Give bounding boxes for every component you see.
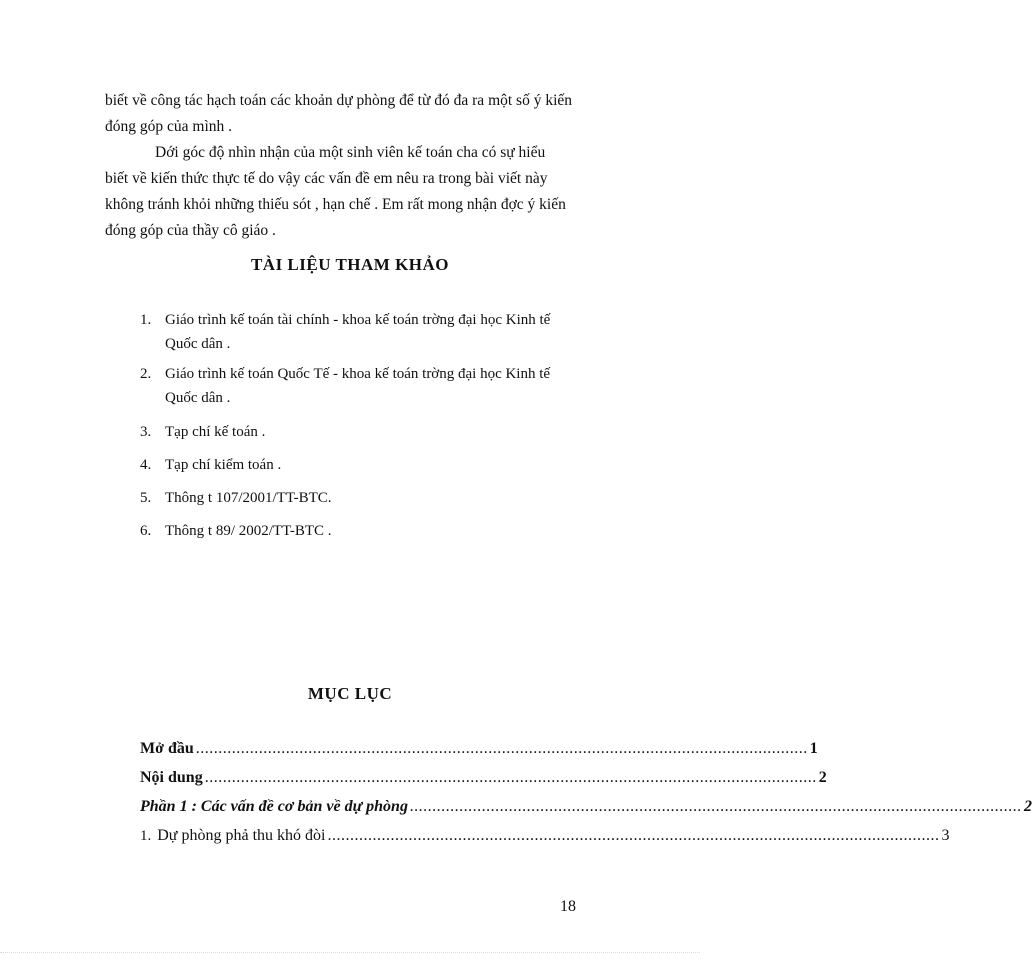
- toc-page-number: 2: [1023, 798, 1032, 815]
- text-line: đóng góp của thầy cô giáo .: [105, 222, 276, 239]
- toc-title: MỤC LỤC: [307, 684, 393, 703]
- paragraph-limitations: [105, 140, 597, 244]
- reference-text: Tạp chí kế toán .: [165, 424, 266, 440]
- reference-number: 3.: [140, 424, 152, 440]
- reference-text: Quốc dân .: [165, 390, 231, 406]
- text-line: đóng góp của mình .: [105, 118, 232, 135]
- references-title: TÀI LIỆU THAM KHẢO: [250, 255, 450, 274]
- toc-entry-label: Dự phòng phả thu khó đòi: [157, 827, 326, 844]
- toc-entry[interactable]: [140, 798, 1032, 827]
- reference-item: [140, 308, 610, 356]
- reference-item: [140, 486, 610, 510]
- toc-page-number: 2: [818, 769, 827, 786]
- reference-text: Giáo trình kế toán Quốc Tế - khoa kế toán trờng đại học Kinh tế: [165, 366, 551, 382]
- reference-item: [140, 362, 610, 410]
- toc-leader-dots: ........................................................................................................................................: [195, 740, 808, 757]
- reference-item: [140, 519, 610, 543]
- page-edge-divider: [0, 952, 700, 953]
- reference-number: 4.: [140, 457, 152, 473]
- paragraph-conclusion-end: [105, 88, 597, 140]
- references-list: [140, 308, 610, 543]
- reference-text: Quốc dân .: [165, 336, 231, 352]
- text-line: biết về công tác hạch toán các khoản dự phòng để từ đó đa ra một số ý kiến: [105, 92, 573, 109]
- reference-text: Giáo trình kế toán tài chính - khoa kế toán trờng đại học Kinh tế: [165, 312, 551, 328]
- text-line: biết về kiến thức thực tế do vậy các vấn đề em nêu ra trong bài viết này: [105, 170, 548, 187]
- toc-leader-dots: ........................................................................................................................................: [327, 827, 940, 844]
- toc-entry[interactable]: [140, 740, 818, 769]
- toc-entry-label: Mở đầu: [140, 740, 194, 757]
- reference-item: [140, 453, 610, 477]
- reference-text: Thông t 107/2001/TT-BTC.: [165, 490, 332, 506]
- toc-leader-dots: ........................................................................................................................................: [204, 769, 817, 786]
- toc-entry-number: 1.: [140, 828, 152, 844]
- toc-entry-label: Nội dung: [140, 769, 203, 786]
- toc-page-number: 3: [941, 827, 950, 844]
- text-line: Dới góc độ nhìn nhận của một sinh viên kế toán cha có sự hiểu: [155, 144, 546, 161]
- reference-number: 2.: [140, 366, 152, 382]
- table-of-contents: [140, 740, 1032, 856]
- reference-item: [140, 420, 610, 444]
- toc-leader-dots: ........................................................................................................................................: [409, 798, 1022, 815]
- reference-text: Thông t 89/ 2002/TT-BTC .: [165, 523, 332, 539]
- reference-number: 6.: [140, 523, 152, 539]
- toc-page-number: 1: [809, 740, 818, 757]
- reference-text: Tạp chí kiểm toán .: [165, 457, 282, 473]
- reference-number: 1.: [140, 312, 152, 328]
- page-number: 18: [560, 898, 576, 915]
- toc-entry-label: Phần 1 : Các vấn đề cơ bản về dự phòng: [140, 798, 408, 815]
- toc-entry[interactable]: [140, 827, 950, 856]
- toc-entry[interactable]: [140, 769, 827, 798]
- reference-number: 5.: [140, 490, 152, 506]
- text-line: không tránh khỏi những thiếu sót , hạn chế . Em rất mong nhận đợc ý kiến: [105, 196, 566, 213]
